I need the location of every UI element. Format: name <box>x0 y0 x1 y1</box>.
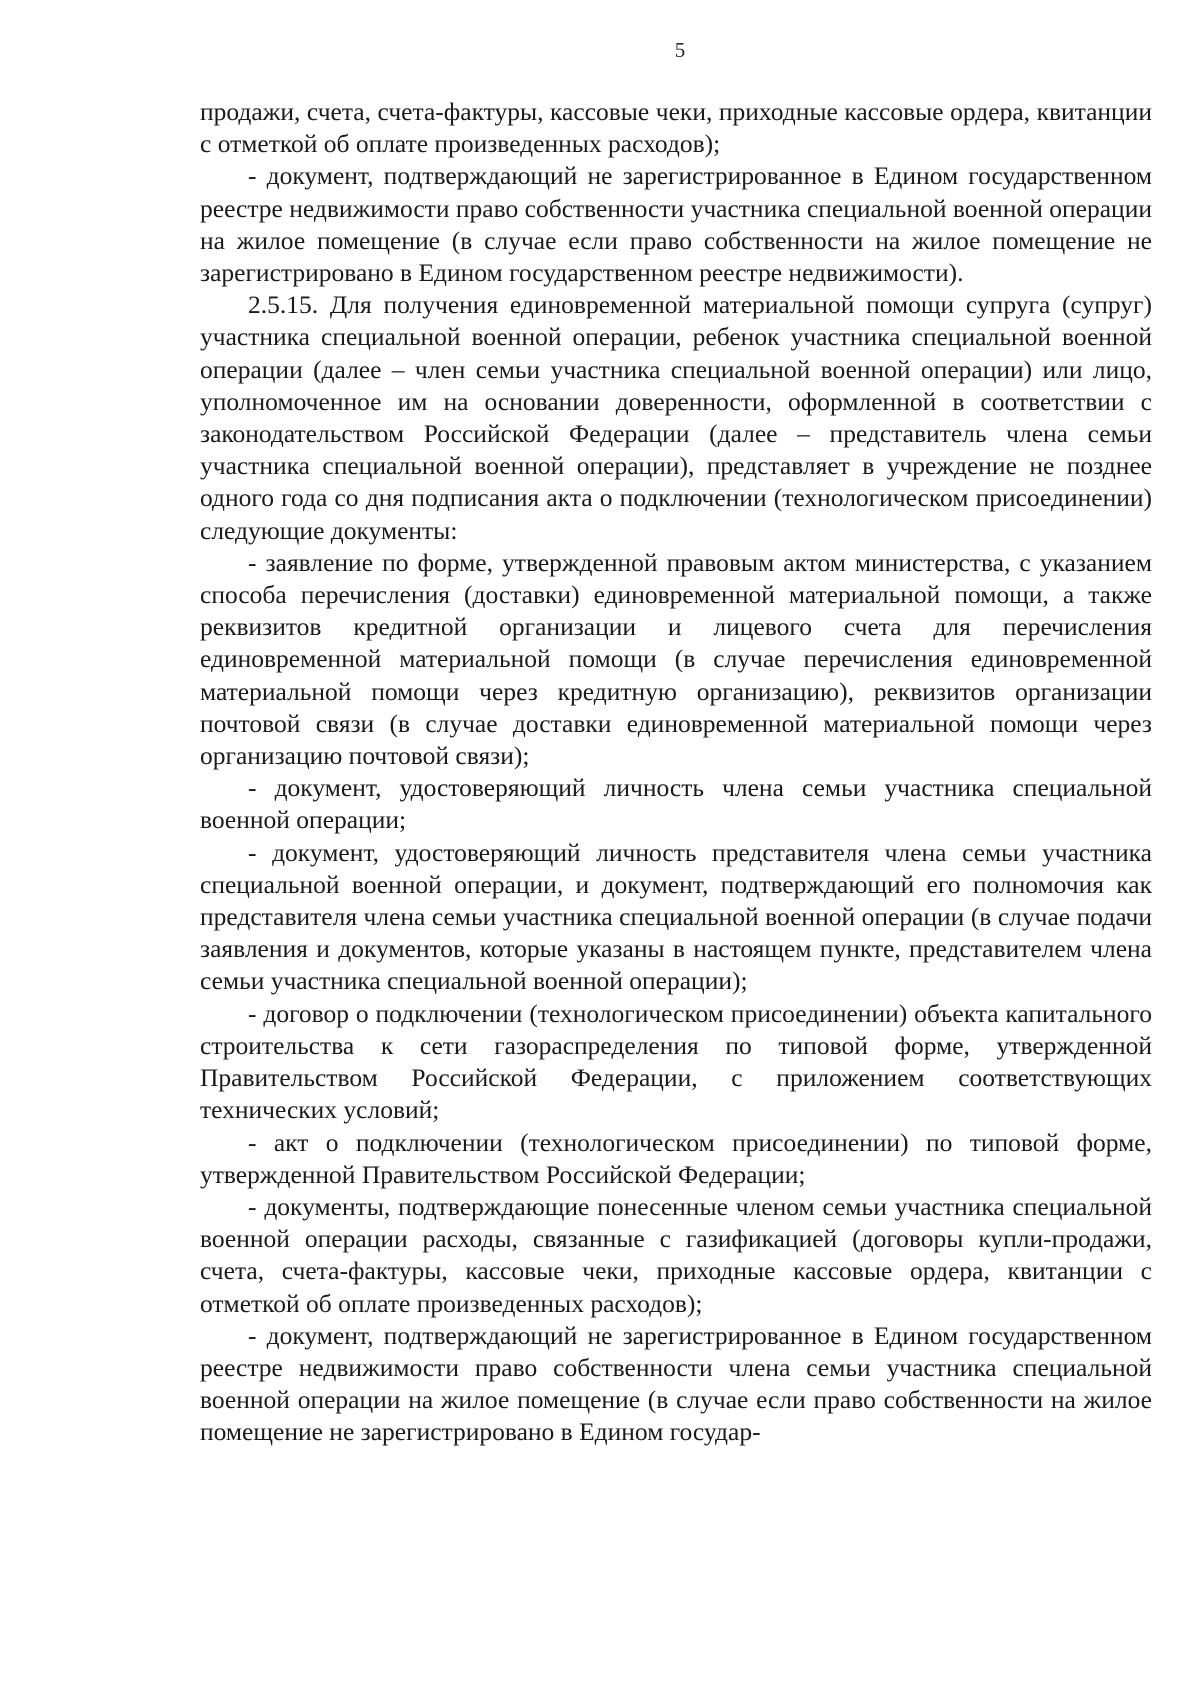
paragraph-ownership-document: - документ, подтверждающий не зарегистрированное в Едином государственном реестре недвижимости право собственности участника специальной военной операции на жилое помещение (в случае если право собственности на жилое помещение не зарегистрировано в Едином государственном реестре недвижимости). <box>200 161 1152 288</box>
paragraph-continuation: продажи, счета, счета-фактуры, кассовые чеки, приходные кассовые ордера, квитанции с отметкой об оплате произведенных расходов); <box>200 97 1152 159</box>
page-number: 5 <box>674 38 686 62</box>
paragraph-connection-contract: - договор о подключении (технологическом присоединении) объекта капитального строительства к сети газораспределения по типовой форме, утвержденной Правительством Российской Федерации, с приложением соответствующих технических условий; <box>200 998 1152 1125</box>
paragraph-connection-act: - акт о подключении (технологическом присоединении) по типовой форме, утвержденной Правительством Российской Федерации; <box>200 1127 1152 1189</box>
document-body <box>200 96 1152 1449</box>
paragraph-application-form: - заявление по форме, утвержденной правовым актом министерства, с указанием способа перечисления (доставки) единовременной материальной помощи, а также реквизитов кредитной организации и лицевого счета для перечисления единовременной материальной помощи (в случае перечисления единовременной материальной помощи через кредитную организацию), реквизитов организации почтовой связи (в случае доставки единовременной материальной помощи через организацию почтовой связи); <box>200 547 1152 771</box>
paragraph-expense-documents: - документы, подтверждающие понесенные членом семьи участника специальной военной операции расходы, связанные с газификацией (договоры купли-продажи, счета, счета-фактуры, кассовые чеки, приходные кассовые ордера, квитанции с отметкой об оплате произведенных расходов); <box>200 1191 1152 1318</box>
paragraph-family-member-id: - документ, удостоверяющий личность члена семьи участника специальной военной операции; <box>200 773 1152 835</box>
paragraph-representative-id: - документ, удостоверяющий личность представителя члена семьи участника специальной военной операции, и документ, подтверждающий его полномочия как представителя члена семьи участника специальной военной операции (в случае подачи заявления и документов, которые указаны в настоящем пункте, представителем члена семьи участника специальной военной операции); <box>200 837 1152 996</box>
paragraph-clause-2-5-15: 2.5.15. Для получения единовременной материальной помощи супруга (супруг) участника специальной военной операции, ребенок участника специальной военной операции (далее – член семьи участника специальной военной операции) или лицо, уполномоченное им на основании доверенности, оформленной в соответствии с законодательством Российской Федерации (далее – представитель члена семьи участника специальной военной операции), представляет в учреждение не позднее одного года со дня подписания акта о подключении (технологическом присоединении) следующие документы: <box>200 290 1152 545</box>
paragraph-family-ownership-document: - документ, подтверждающий не зарегистрированное в Едином государственном реестре недвижимости право собственности члена семьи участника специальной военной операции на жилое помещение (в случае если право собственности на жилое помещение не зарегистрировано в Едином государ- <box>200 1320 1152 1447</box>
